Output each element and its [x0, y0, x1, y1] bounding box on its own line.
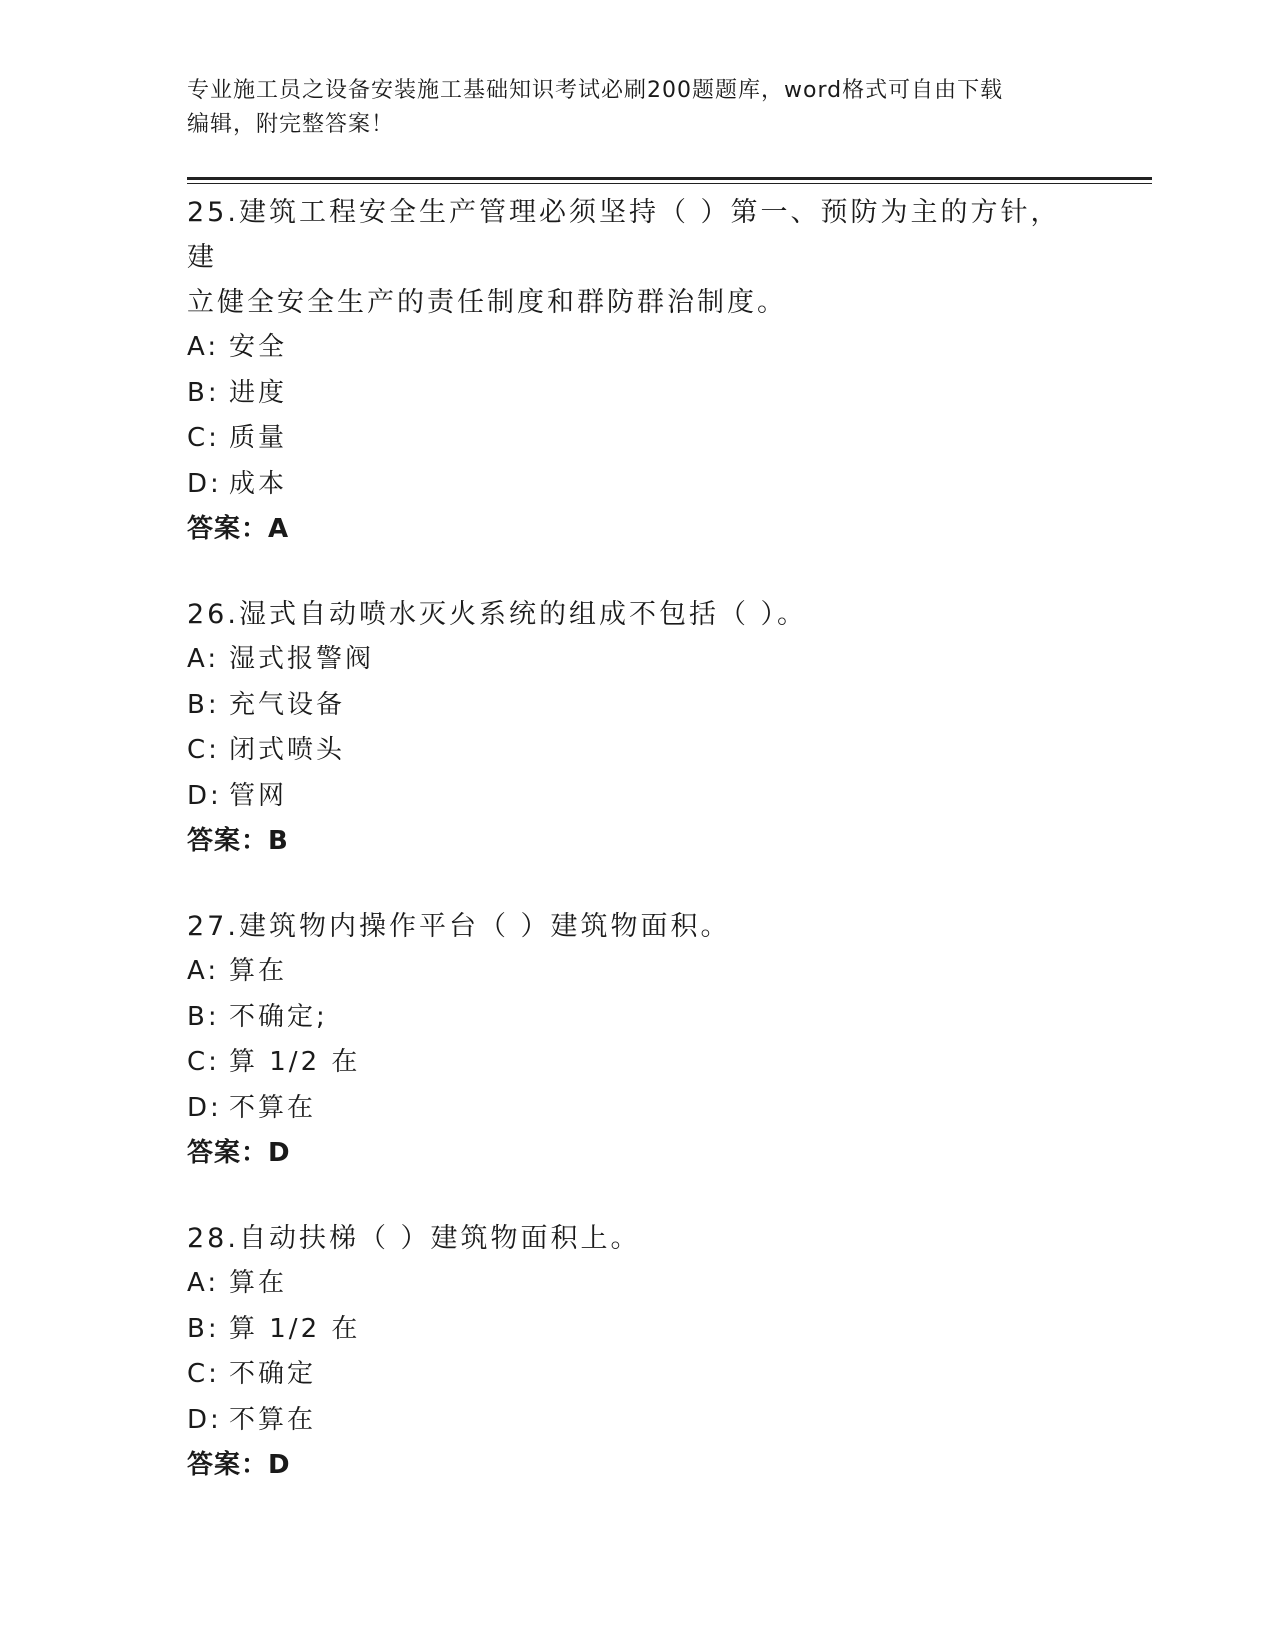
- option-b: [187, 995, 1087, 1041]
- option-key: A:: [187, 332, 220, 362]
- option-a: [187, 1261, 1087, 1307]
- option-text: 不算在: [229, 1404, 317, 1435]
- option-a: [187, 637, 1087, 683]
- question-stem-line: 26.湿式自动喷水灭火系统的组成不包括（ ）。: [187, 599, 808, 630]
- answer-line: 答案：D: [187, 1450, 291, 1480]
- option-a: [187, 949, 1087, 995]
- option-text: 算在: [229, 956, 288, 986]
- answer-line: 答案：B: [187, 826, 289, 856]
- option-key: B:: [187, 377, 220, 408]
- question-stem-line: 28.自动扶梯（ ）建筑物面积上。: [187, 1223, 641, 1254]
- question-stem-line: 25.建筑工程安全生产管理必须坚持（ ）第一、预防为主的方针，建: [187, 197, 1061, 273]
- option-text: 湿式报警阀: [229, 644, 375, 674]
- header-line-2: 编辑，附完整答案！: [187, 112, 395, 137]
- option-key: A:: [187, 644, 220, 674]
- option-key: A:: [187, 1268, 220, 1298]
- option-c: [187, 728, 1087, 774]
- option-key: B:: [187, 1001, 220, 1032]
- answer-line: 答案：D: [187, 1138, 291, 1168]
- option-d: [187, 774, 1087, 820]
- question-27: [187, 904, 1087, 1176]
- option-c: [187, 416, 1087, 462]
- option-key: D:: [187, 1092, 222, 1123]
- option-key: D:: [187, 1404, 222, 1435]
- question-stem-line: 立健全安全生产的责任制度和群防群治制度。: [187, 287, 787, 318]
- option-key: C:: [187, 423, 220, 453]
- document-header: [187, 74, 1067, 142]
- question-list: [187, 190, 1087, 1528]
- answer-line: 答案：A: [187, 514, 290, 544]
- option-text: 算 1/2 在: [229, 1047, 361, 1077]
- option-c: [187, 1352, 1087, 1398]
- option-b: [187, 683, 1087, 729]
- option-text: 成本: [229, 468, 288, 499]
- option-a: [187, 325, 1087, 371]
- option-text: 不确定: [229, 1359, 317, 1389]
- option-key: D:: [187, 780, 222, 811]
- option-text: 管网: [229, 780, 288, 811]
- option-key: B:: [187, 1313, 220, 1344]
- option-d: [187, 1086, 1087, 1132]
- option-text: 安全: [229, 332, 288, 362]
- option-text: 质量: [229, 423, 288, 453]
- option-key: C:: [187, 735, 220, 765]
- option-key: B:: [187, 689, 220, 720]
- question-26: [187, 592, 1087, 864]
- question-stem-line: 27.建筑物内操作平台（ ）建筑物面积。: [187, 911, 731, 942]
- question-28: [187, 1216, 1087, 1488]
- option-text: 算 1/2 在: [229, 1313, 361, 1344]
- option-key: C:: [187, 1047, 220, 1077]
- option-key: D:: [187, 468, 222, 499]
- option-text: 充气设备: [229, 689, 346, 720]
- question-25: [187, 190, 1087, 552]
- option-text: 进度: [229, 377, 288, 408]
- header-line-1: 专业施工员之设备安装施工基础知识考试必刷200题题库，word格式可自由下载: [187, 78, 1004, 103]
- option-b: [187, 1307, 1087, 1353]
- option-b: [187, 371, 1087, 417]
- option-text: 不算在: [229, 1092, 317, 1123]
- option-key: C:: [187, 1359, 220, 1389]
- option-d: [187, 1398, 1087, 1444]
- option-key: A:: [187, 956, 220, 986]
- option-d: [187, 462, 1087, 508]
- option-text: 闭式喷头: [229, 735, 346, 765]
- header-divider-thick: [187, 177, 1152, 180]
- option-text: 不确定;: [229, 1001, 328, 1032]
- option-c: [187, 1040, 1087, 1086]
- header-divider-thin: [187, 183, 1152, 184]
- option-text: 算在: [229, 1268, 288, 1298]
